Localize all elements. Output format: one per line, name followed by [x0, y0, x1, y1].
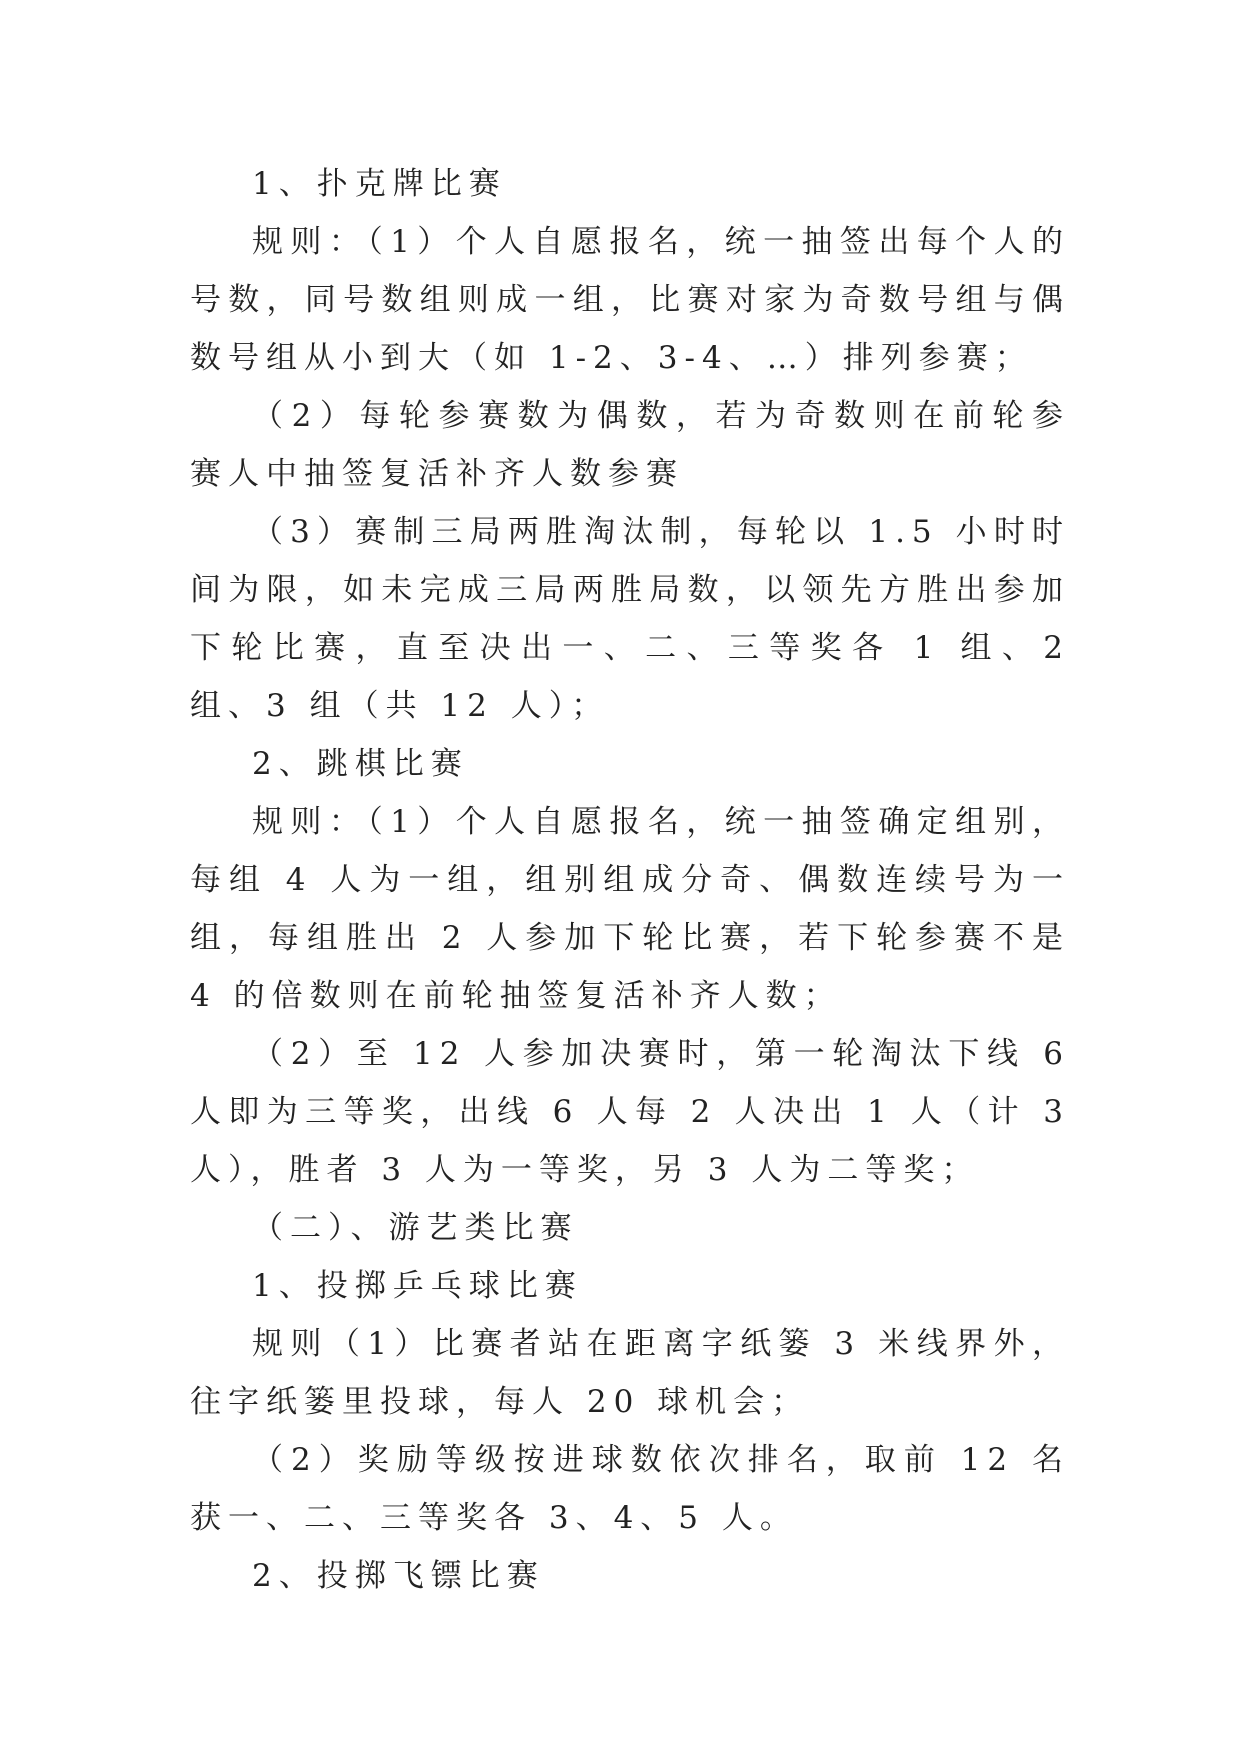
poker-rule-1: 规则：（1）个人自愿报名，统一抽签出每个人的号数，同号数组则成一组，比赛对家为奇数号组与偶数号组从小到大（如 1-2、3-4、…）排列参赛； [190, 224, 1070, 376]
section-heading-amusement: （二）、游艺类比赛 [252, 1210, 579, 1246]
section-heading-checkers: 2、跳棋比赛 [252, 746, 469, 782]
pingpong-rule-2: （2）奖励等级按进球数依次排名，取前 12 名获一、二、三等奖各 3、4、5 人。 [190, 1442, 1070, 1536]
section-heading-darts: 2、投掷飞镖比赛 [252, 1558, 545, 1594]
checkers-rule-2: （2）至 12 人参加决赛时，第一轮淘汰下线 6 人即为三等奖，出线 6 人每 2 人决出 1 人（计 3 人），胜者 3 人为一等奖，另 3 人为二等奖； [190, 1036, 1070, 1188]
document-body [190, 155, 1070, 1605]
poker-rule-3: （3）赛制三局两胜淘汰制，每轮以 1.5 小时时间为限，如未完成三局两胜局数，以领先方胜出参加下轮比赛，直至决出一、二、三等奖各 1 组、2 组、3 组（共 12 人）； [190, 514, 1070, 724]
checkers-rule-1: 规则：（1）个人自愿报名，统一抽签确定组别，每组 4 人为一组，组别组成分奇、偶数连续号为一组，每组胜出 2 人参加下轮比赛，若下轮参赛不是 4 的倍数则在前轮抽签复活补齐人数； [190, 804, 1070, 1014]
section-heading-pingpong-toss: 1、投掷乒乓球比赛 [252, 1268, 583, 1304]
section-heading-poker: 1、扑克牌比赛 [252, 166, 507, 202]
poker-rule-2: （2）每轮参赛数为偶数，若为奇数则在前轮参赛人中抽签复活补齐人数参赛 [190, 398, 1070, 492]
pingpong-rule-1: 规则（1）比赛者站在距离字纸篓 3 米线界外，往字纸篓里投球，每人 20 球机会； [190, 1326, 1070, 1420]
